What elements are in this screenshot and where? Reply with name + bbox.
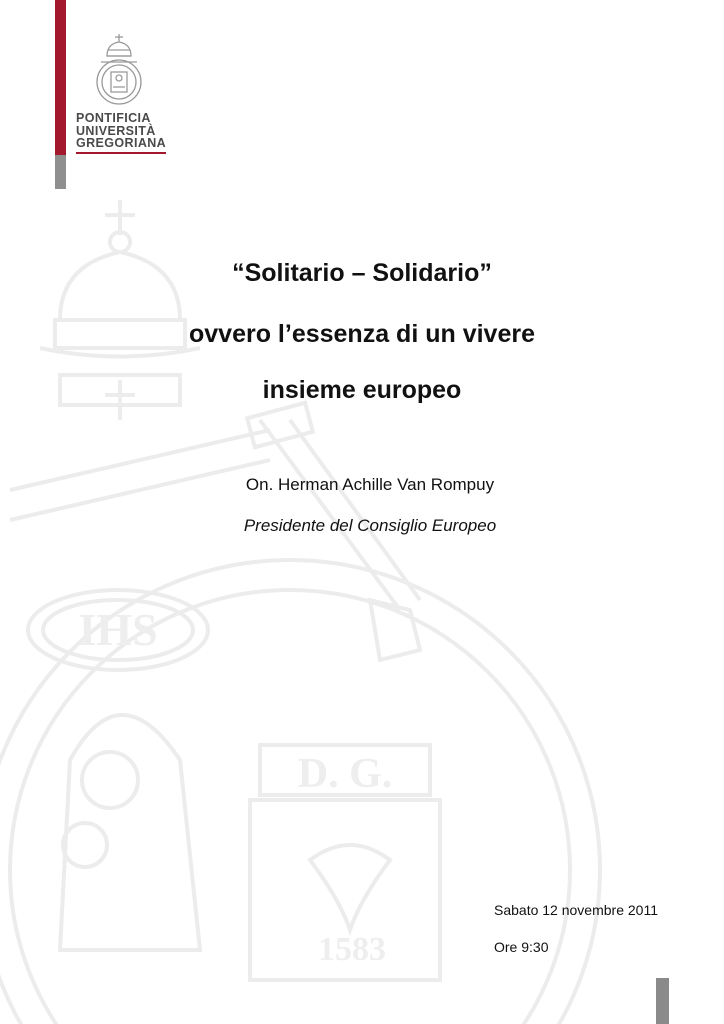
- watermark-year: 1583: [318, 931, 386, 968]
- brand-bar-red: [55, 0, 66, 155]
- watermark-initials: D. G.: [297, 751, 393, 797]
- university-seal-icon: [93, 32, 145, 106]
- event-date: Sabato 12 novembre 2011: [494, 902, 658, 918]
- title-line-3: insieme europeo: [262, 376, 462, 404]
- brand-bar-grey: [55, 155, 66, 189]
- logo-line-3: GREGORIANA: [76, 136, 167, 150]
- logo-line-1: PONTIFICIA: [76, 111, 151, 125]
- title-line-2: ovvero l’essenza di un vivere: [189, 320, 535, 348]
- speaker-name: On. Herman Achille Van Rompuy: [245, 475, 495, 494]
- logo-line-2: UNIVERSITÀ: [76, 123, 156, 138]
- corner-bar: [656, 978, 669, 1024]
- event-time: Ore 9:30: [494, 939, 549, 955]
- watermark-monogram: IHS: [78, 604, 158, 655]
- speaker-role: Presidente del Consiglio Europeo: [243, 516, 497, 535]
- logo-underline: [76, 152, 166, 154]
- watermark-seal-icon: [0, 190, 724, 1024]
- title-line-1: “Solitario – Solidario”: [232, 259, 492, 287]
- university-logo-text: [76, 112, 176, 150]
